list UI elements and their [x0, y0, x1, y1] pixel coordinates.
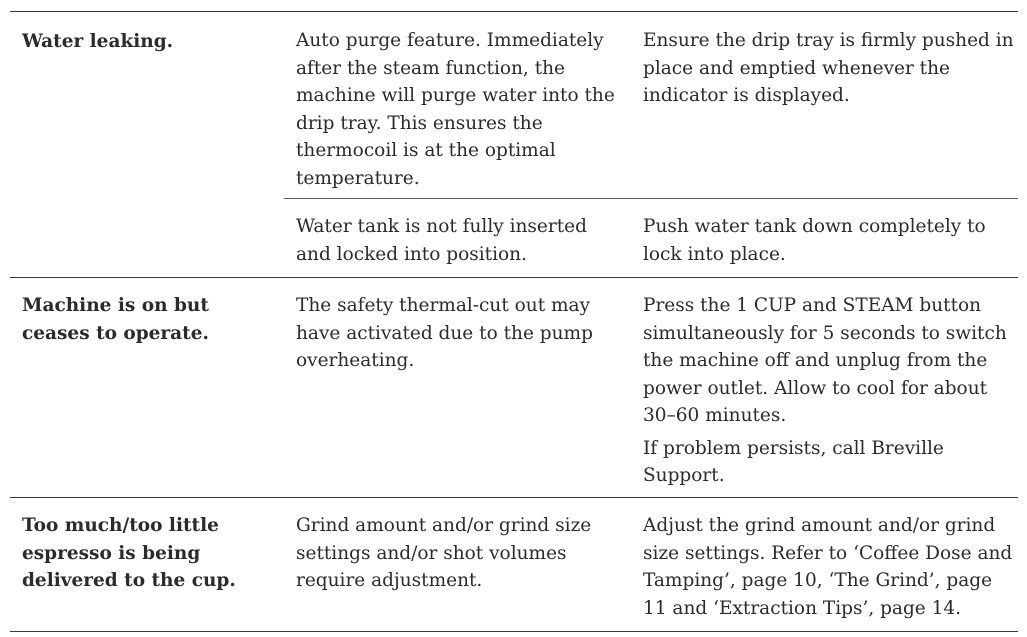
- cause-solution-row: [284, 12, 1018, 198]
- cause-text: Auto purge feature. Immediately after the steam function, the machine will purge water into the drip tray. This ensures the thermocoil is at the optimal temperature.: [296, 30, 615, 189]
- cause-text: The safety thermal-cut out may have activated due to the pump overheating.: [296, 295, 593, 371]
- cause-text: Grind amount and/or grind size settings and/or shot volumes require adjustment.: [296, 515, 592, 591]
- solution-cell: [631, 213, 1018, 277]
- solution-text: Press the 1 CUP and STEAM button simultaneously for 5 seconds to switch the machine off and unplug from the power outlet. Allow to cool for about 30–60 minutes.: [643, 295, 1007, 426]
- solution-cell: [631, 512, 1018, 622]
- solution-cell: [631, 292, 1018, 490]
- problem-label: Too much/too little espresso is being delivered to the cup.: [22, 515, 236, 591]
- problem-row-espresso-volume: [10, 497, 1018, 632]
- problem-label: Water leaking.: [22, 31, 174, 52]
- cause-text: Water tank is not fully inserted and locked into position.: [296, 216, 587, 265]
- troubleshooting-table: [10, 11, 1018, 632]
- solution-text: Adjust the grind amount and/or grind size settings. Refer to ‘Coffee Dose and Tamping’, page 10, ‘The Grind’, page 11 and ‘Extraction Tips’, page 14.: [643, 515, 1013, 619]
- problem-row-machine-ceases: [10, 277, 1018, 497]
- solution-text: If problem persists, call Breville Support.: [643, 437, 944, 486]
- solution-text: Ensure the drip tray is firmly pushed in place and emptied whenever the indicator is displayed.: [643, 30, 1014, 106]
- problem-label: Machine is on but ceases to operate.: [22, 295, 209, 344]
- cause-solution-row: [284, 198, 1018, 277]
- cause-solution-row: [284, 498, 1018, 622]
- solution-cell: [631, 27, 1018, 198]
- solution-text: Push water tank down completely to lock into place.: [643, 216, 986, 265]
- problem-row-water-leaking: [10, 11, 1018, 277]
- cause-solution-row: [284, 278, 1018, 490]
